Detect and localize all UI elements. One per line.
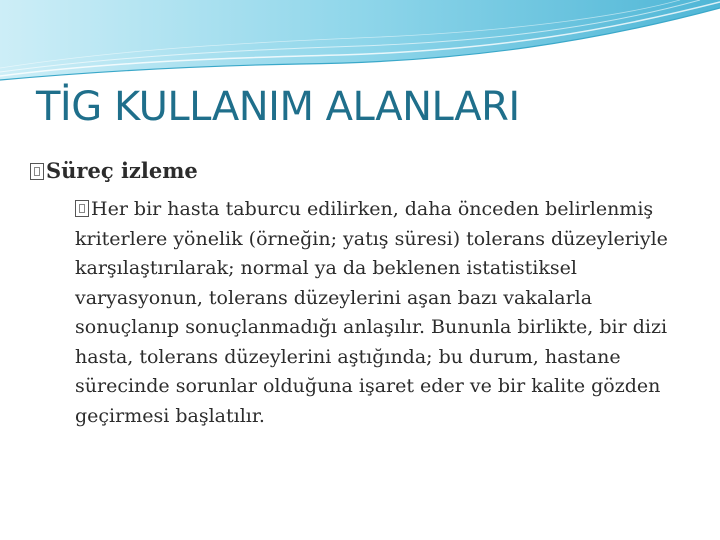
bullet-level2-text: Her bir hasta taburcu edilirken, daha önceden belirlenmiş kriterlere yönelik (örneğin; yatış süresi) tolerans düzeyleriyle karşılaştırılarak; normal ya da beklenen istatistiksel varyasyonun, tolerans düzeylerini aşan bazı vakalarla sonuçlanıp sonuçlanmadığı anlaşılır. Bununla birlikte, bir dizi hasta, tolerans düzeylerini aştığında; bu durum, hastane sürecinde sorunlar olduğuna işaret eder ve bir kalite gözden geçirmesi başlatılır. bbox=[75, 198, 668, 427]
header-wave-decoration bbox=[0, 0, 720, 90]
slide-title: TİG KULLANIM ALANLARI bbox=[36, 84, 520, 130]
bullet-glyph-icon bbox=[30, 163, 44, 180]
bullet-level2 bbox=[75, 195, 700, 431]
bullet-level1 bbox=[30, 158, 198, 183]
bullet-level1-text: Süreç izleme bbox=[46, 158, 198, 183]
bullet-glyph-icon bbox=[75, 200, 89, 217]
